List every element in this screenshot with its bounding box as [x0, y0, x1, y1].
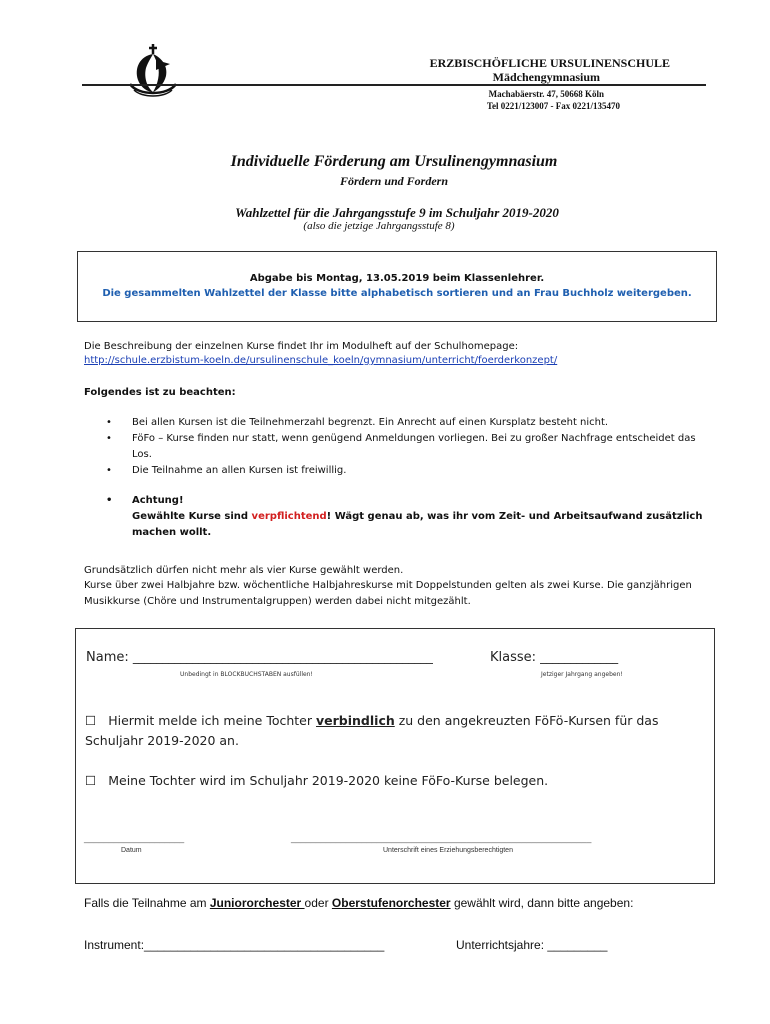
checkbox-decline[interactable]: ☐: [85, 773, 97, 788]
date-label: Datum: [121, 847, 142, 854]
option-decline: [85, 771, 685, 791]
attention-emphasis: verpflichtend: [251, 511, 327, 522]
attention-label: Achtung!: [132, 495, 184, 506]
attention-item: [84, 493, 714, 541]
page-subtitle: Fördern und Fordern: [339, 174, 449, 188]
list-item: • Bei allen Kursen ist die Teilnehmerzahl begrenzt. Ein Anrecht auf einen Kursplatz besteht nicht.: [84, 415, 714, 431]
orchestra-pre: Falls die Teilnahme am: [84, 896, 210, 910]
junior-orchestra: Juniororchester: [209, 896, 305, 910]
option-decline-text: Meine Tochter wird im Schuljahr 2019-2020 keine FöFo-Kurse belegen.: [108, 773, 549, 788]
list-item: • FöFo – Kurse finden nur statt, wenn genügend Anmeldungen vorliegen. Bei zu großer Nachfrage entscheidet das Los.: [84, 431, 714, 463]
intro-text: Die Beschreibung der einzelnen Kurse findet Ihr im Modulheft auf der Schulhomepage:: [84, 341, 519, 352]
deadline-box: [77, 251, 717, 322]
school-type: Mädchengymnasium: [492, 70, 600, 84]
class-hint: Jetziger Jahrgang angeben!: [541, 671, 623, 678]
name-field[interactable]: __________________________________________________: [132, 650, 433, 664]
option-register-pre: Hiermit melde ich meine Tochter: [108, 713, 316, 728]
orchestra-mid: oder: [304, 896, 332, 910]
rules-line-2: Kurse über zwei Halbjahre bzw. wöchentliche Halbjahreskurse mit Doppelstunden gelten als zwei Kurse. Die ganzjährigen Musikkurse (Chöre und Instrumentalgruppen) werden dabei nicht mitgezählt.: [84, 580, 692, 607]
name-row: [86, 650, 433, 665]
class-field[interactable]: _____________: [540, 650, 619, 664]
name-hint: Unbedingt in BLOCKBUCHSTABEN ausfüllen!: [180, 671, 313, 678]
notes-heading: Folgendes ist zu beachten:: [84, 387, 236, 398]
checkbox-register[interactable]: ☐: [85, 713, 97, 728]
class-row: [490, 650, 618, 665]
years-field[interactable]: Unterrichtsjahre: _________: [456, 938, 608, 952]
school-address: Machabäerstr. 47, 50668 Köln: [488, 89, 604, 99]
instrument-field[interactable]: Instrument:____________________________________: [84, 938, 385, 952]
deadline-text: Abgabe bis Montag, 13.05.2019 beim Klassenlehrer.: [249, 273, 545, 284]
school-logo: [126, 40, 180, 100]
page-title: Individuelle Förderung am Ursulinengymnasium: [230, 153, 558, 170]
orchestra-text: [84, 896, 633, 910]
name-label: Name:: [86, 650, 129, 665]
attention-text-post: ! Wägt genau ab, was ihr vom Zeit- und Arbeitsaufwand zusätzlich machen wollt.: [132, 511, 703, 538]
senior-orchestra: Oberstufenorchester: [331, 896, 451, 910]
rules-line-1: Grundsätzlich dürfen nicht mehr als vier Kurse gewählt werden.: [84, 565, 404, 576]
form-note: (also die jetzige Jahrgangsstufe 8): [303, 220, 455, 232]
notes-list: [84, 415, 714, 541]
school-name: ERZBISCHÖFLICHE URSULINENSCHULE: [429, 56, 670, 70]
homepage-link[interactable]: http://schule.erzbistum-koeln.de/ursulinenschule_koeln/gymnasium/unterricht/foerderkonzept/: [84, 355, 558, 366]
option-register-bold: verbindlich: [316, 713, 395, 728]
orchestra-post: gewählt wird, dann bitte angeben:: [450, 896, 634, 910]
attention-text-pre: Gewählte Kurse sind: [132, 511, 252, 522]
school-contact: Tel 0221/123007 - Fax 0221/135470: [486, 101, 620, 111]
date-field[interactable]: ____________________: [84, 833, 185, 843]
form-title: Wahlzettel für die Jahrgangsstufe 9 im Schuljahr 2019-2020: [235, 205, 559, 220]
signature-label: Unterschrift eines Erziehungsberechtigten: [383, 847, 513, 854]
header-rule: [82, 84, 706, 86]
registration-form: [75, 628, 715, 884]
option-register: [85, 711, 685, 751]
list-item: • Die Teilnahme an allen Kursen ist freiwillig.: [84, 463, 714, 479]
deadline-instructions: Die gesammelten Wahlzettel der Klasse bitte alphabetisch sortieren und an Frau Buchholz weitergeben.: [102, 288, 692, 299]
signature-field[interactable]: ____________________________________________________________: [291, 833, 592, 843]
class-label: Klasse:: [490, 650, 537, 665]
option-register-post: zu den angekreuzten FöFö-Kursen für das Schuljahr 2019-2020 an.: [85, 713, 659, 748]
